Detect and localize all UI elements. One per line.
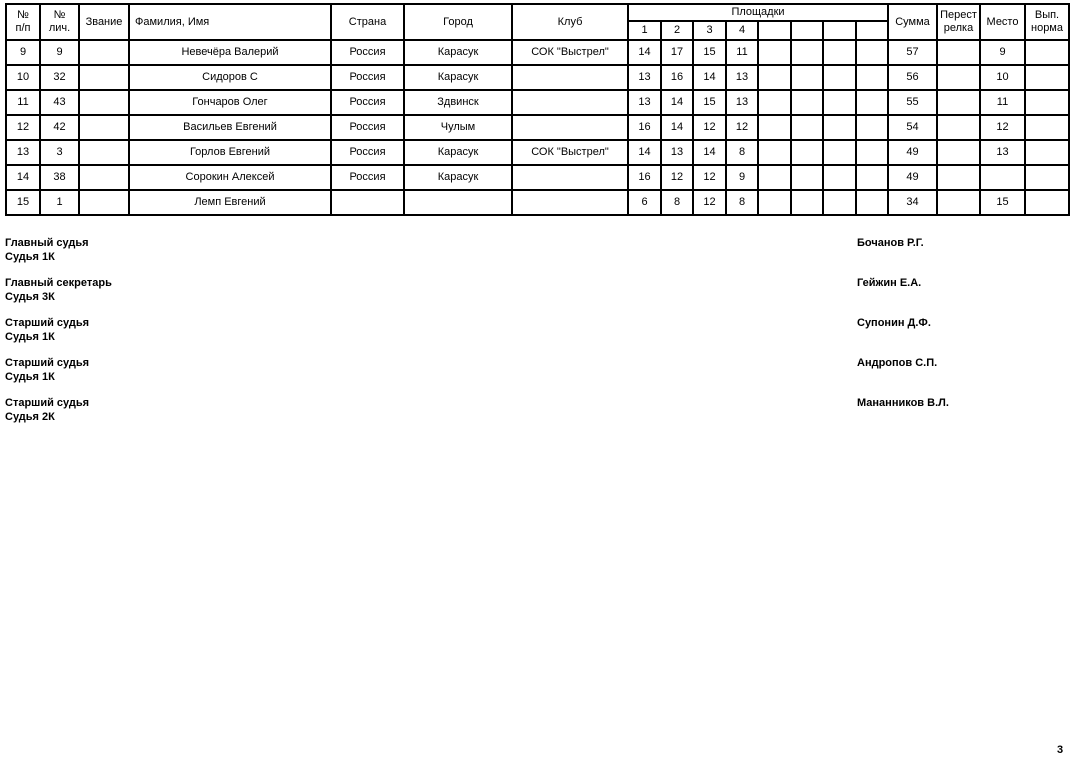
- cell-country: Россия: [331, 165, 404, 190]
- cell-score-1: 6: [628, 190, 661, 215]
- cell-score-3: 14: [693, 65, 726, 90]
- cell-perestrelka: [937, 40, 980, 65]
- cell-score-5: [758, 65, 791, 90]
- table-row: [6, 65, 1069, 90]
- cell-score-4: 8: [726, 190, 758, 215]
- cell-summa: 55: [888, 90, 937, 115]
- judge-entry: [5, 277, 1072, 304]
- judge-entry: [5, 317, 1072, 344]
- col-header-num-pp-line1: №: [17, 9, 29, 21]
- results-table: [5, 3, 1070, 216]
- cell-city: Здвинск: [404, 90, 512, 115]
- cell-summa: 49: [888, 165, 937, 190]
- cell-score-4: 11: [726, 40, 758, 65]
- cell-pp: 9: [6, 40, 40, 65]
- col-header-vyp-norma: [1025, 4, 1069, 40]
- cell-score-2: 12: [661, 165, 693, 190]
- cell-score-2: 14: [661, 90, 693, 115]
- judge-name: Бочанов Р.Г.: [857, 237, 924, 249]
- cell-club: СОК "Выстрел": [512, 140, 628, 165]
- cell-score-5: [758, 90, 791, 115]
- cell-score-2: 17: [661, 40, 693, 65]
- cell-lich: 43: [40, 90, 79, 115]
- cell-mesto: 12: [980, 115, 1025, 140]
- cell-score-3: 14: [693, 140, 726, 165]
- cell-name: Васильев Евгений: [129, 115, 331, 140]
- subcol-header-3: 3: [693, 21, 726, 40]
- cell-club: [512, 165, 628, 190]
- cell-lich: 42: [40, 115, 79, 140]
- cell-score-3: 15: [693, 40, 726, 65]
- cell-pp: 13: [6, 140, 40, 165]
- cell-score-4: 8: [726, 140, 758, 165]
- col-header-num-lich-line2: лич.: [48, 22, 71, 34]
- cell-mesto: [980, 165, 1025, 190]
- page-number: 3: [1057, 744, 1064, 756]
- col-header-num-pp-line2: п/п: [15, 22, 31, 34]
- cell-score-1: 16: [628, 115, 661, 140]
- cell-country: Россия: [331, 115, 404, 140]
- cell-summa: 54: [888, 115, 937, 140]
- cell-score-7: [823, 40, 856, 65]
- cell-country: Россия: [331, 140, 404, 165]
- table-row: [6, 140, 1069, 165]
- judge-role-title: Старший судья: [5, 397, 90, 409]
- cell-vyp: [1025, 65, 1069, 90]
- col-header-perestrelka: [937, 4, 980, 40]
- cell-score-4: 12: [726, 115, 758, 140]
- cell-lich: 38: [40, 165, 79, 190]
- judge-role-title: Старший судья: [5, 357, 90, 369]
- cell-vyp: [1025, 165, 1069, 190]
- cell-score-1: 16: [628, 165, 661, 190]
- cell-summa: 57: [888, 40, 937, 65]
- col-header-country: Страна: [331, 4, 404, 40]
- cell-score-1: 13: [628, 65, 661, 90]
- cell-summa: 49: [888, 140, 937, 165]
- cell-score-6: [791, 115, 823, 140]
- cell-zvanie: [79, 165, 129, 190]
- cell-score-8: [856, 140, 888, 165]
- col-header-club: Клуб: [512, 4, 628, 40]
- table-row: [6, 115, 1069, 140]
- cell-name: Горлов Евгений: [129, 140, 331, 165]
- table-row: [6, 165, 1069, 190]
- cell-pp: 14: [6, 165, 40, 190]
- cell-score-2: 8: [661, 190, 693, 215]
- subcol-header-6: [791, 21, 823, 40]
- cell-score-6: [791, 165, 823, 190]
- col-header-city: Город: [404, 4, 512, 40]
- cell-city: Карасук: [404, 40, 512, 65]
- cell-name: Сорокин Алексей: [129, 165, 331, 190]
- subcol-header-4: 4: [726, 21, 758, 40]
- col-header-ploshchadki: Площадки: [628, 4, 888, 21]
- cell-vyp: [1025, 140, 1069, 165]
- cell-city: [404, 190, 512, 215]
- cell-pp: 12: [6, 115, 40, 140]
- cell-score-7: [823, 140, 856, 165]
- cell-score-7: [823, 165, 856, 190]
- cell-score-3: 15: [693, 90, 726, 115]
- cell-zvanie: [79, 115, 129, 140]
- col-header-zvanie: Звание: [79, 4, 129, 40]
- cell-perestrelka: [937, 90, 980, 115]
- cell-zvanie: [79, 140, 129, 165]
- cell-country: Россия: [331, 90, 404, 115]
- judge-role-title: Старший судья: [5, 317, 90, 329]
- col-header-vyp-norma-line2: норма: [1031, 22, 1063, 34]
- col-header-perestrelka-line2: релка: [943, 22, 974, 34]
- cell-score-8: [856, 40, 888, 65]
- cell-country: Россия: [331, 65, 404, 90]
- cell-lich: 9: [40, 40, 79, 65]
- col-header-summa: Сумма: [888, 4, 937, 40]
- cell-name: Лемп Евгений: [129, 190, 331, 215]
- cell-score-5: [758, 140, 791, 165]
- subcol-header-7: [823, 21, 856, 40]
- judge-entry: [5, 357, 1072, 384]
- cell-score-5: [758, 190, 791, 215]
- cell-score-2: 16: [661, 65, 693, 90]
- cell-perestrelka: [937, 165, 980, 190]
- judge-name: Мананников В.Л.: [857, 397, 949, 409]
- judge-role-category: Судья 3К: [5, 290, 55, 303]
- cell-score-6: [791, 65, 823, 90]
- cell-club: [512, 115, 628, 140]
- cell-score-4: 13: [726, 65, 758, 90]
- cell-lich: 32: [40, 65, 79, 90]
- subcol-header-2: 2: [661, 21, 693, 40]
- cell-score-3: 12: [693, 165, 726, 190]
- cell-mesto: 9: [980, 40, 1025, 65]
- judge-name: Супонин Д.Ф.: [857, 317, 931, 329]
- judge-role-category: Судья 1К: [5, 370, 55, 383]
- cell-mesto: 10: [980, 65, 1025, 90]
- cell-perestrelka: [937, 65, 980, 90]
- subcol-header-8: [856, 21, 888, 40]
- cell-score-5: [758, 115, 791, 140]
- judge-role-category: Судья 2К: [5, 410, 55, 423]
- cell-city: Чулым: [404, 115, 512, 140]
- cell-name: Сидоров С: [129, 65, 331, 90]
- cell-score-5: [758, 40, 791, 65]
- cell-score-1: 13: [628, 90, 661, 115]
- cell-summa: 34: [888, 190, 937, 215]
- cell-score-3: 12: [693, 115, 726, 140]
- table-row: [6, 190, 1069, 215]
- cell-country: [331, 190, 404, 215]
- cell-perestrelka: [937, 115, 980, 140]
- cell-lich: 1: [40, 190, 79, 215]
- cell-vyp: [1025, 115, 1069, 140]
- cell-city: Карасук: [404, 65, 512, 90]
- table-row: [6, 90, 1069, 115]
- cell-perestrelka: [937, 140, 980, 165]
- cell-mesto: 11: [980, 90, 1025, 115]
- cell-score-7: [823, 115, 856, 140]
- cell-score-1: 14: [628, 140, 661, 165]
- subcol-header-5: [758, 21, 791, 40]
- cell-city: Карасук: [404, 165, 512, 190]
- judge-name: Андропов С.П.: [857, 357, 938, 369]
- cell-score-6: [791, 90, 823, 115]
- subcol-header-1: 1: [628, 21, 661, 40]
- cell-pp: 11: [6, 90, 40, 115]
- cell-score-8: [856, 90, 888, 115]
- cell-score-4: 13: [726, 90, 758, 115]
- col-header-name: Фамилия, Имя: [129, 4, 331, 40]
- cell-score-6: [791, 190, 823, 215]
- cell-score-6: [791, 140, 823, 165]
- cell-score-7: [823, 90, 856, 115]
- cell-score-7: [823, 190, 856, 215]
- cell-score-8: [856, 65, 888, 90]
- cell-summa: 56: [888, 65, 937, 90]
- col-header-num-lich: [40, 4, 79, 40]
- judges-section: [5, 237, 1072, 424]
- col-header-num-pp: [6, 4, 40, 40]
- judge-role-title: Главный судья: [5, 237, 89, 249]
- judge-role-category: Судья 1К: [5, 250, 55, 263]
- col-header-num-lich-line1: №: [53, 9, 66, 21]
- cell-zvanie: [79, 65, 129, 90]
- judge-role-category: Судья 1К: [5, 330, 55, 343]
- judge-role-title: Главный секретарь: [5, 277, 112, 289]
- col-header-vyp-norma-line1: Вып.: [1034, 9, 1060, 21]
- cell-club: [512, 90, 628, 115]
- cell-score-8: [856, 115, 888, 140]
- cell-zvanie: [79, 190, 129, 215]
- cell-pp: 15: [6, 190, 40, 215]
- cell-score-2: 14: [661, 115, 693, 140]
- judge-entry: [5, 397, 1072, 424]
- cell-country: Россия: [331, 40, 404, 65]
- cell-score-7: [823, 65, 856, 90]
- cell-mesto: 15: [980, 190, 1025, 215]
- cell-score-5: [758, 165, 791, 190]
- cell-score-8: [856, 165, 888, 190]
- cell-club: [512, 190, 628, 215]
- col-header-perestrelka-line1: Перест: [940, 9, 977, 21]
- judge-name: Гейжин Е.А.: [857, 277, 922, 289]
- cell-name: Невечёра Валерий: [129, 40, 331, 65]
- cell-mesto: 13: [980, 140, 1025, 165]
- cell-club: [512, 65, 628, 90]
- judge-entry: [5, 237, 1072, 264]
- cell-vyp: [1025, 190, 1069, 215]
- cell-score-1: 14: [628, 40, 661, 65]
- cell-name: Гончаров Олег: [129, 90, 331, 115]
- cell-zvanie: [79, 90, 129, 115]
- cell-score-6: [791, 40, 823, 65]
- cell-city: Карасук: [404, 140, 512, 165]
- cell-score-8: [856, 190, 888, 215]
- cell-score-3: 12: [693, 190, 726, 215]
- cell-zvanie: [79, 40, 129, 65]
- cell-score-4: 9: [726, 165, 758, 190]
- cell-perestrelka: [937, 190, 980, 215]
- col-header-mesto: Место: [980, 4, 1025, 40]
- cell-vyp: [1025, 40, 1069, 65]
- cell-score-2: 13: [661, 140, 693, 165]
- cell-pp: 10: [6, 65, 40, 90]
- table-row: [6, 40, 1069, 65]
- cell-vyp: [1025, 90, 1069, 115]
- cell-lich: 3: [40, 140, 79, 165]
- cell-club: СОК "Выстрел": [512, 40, 628, 65]
